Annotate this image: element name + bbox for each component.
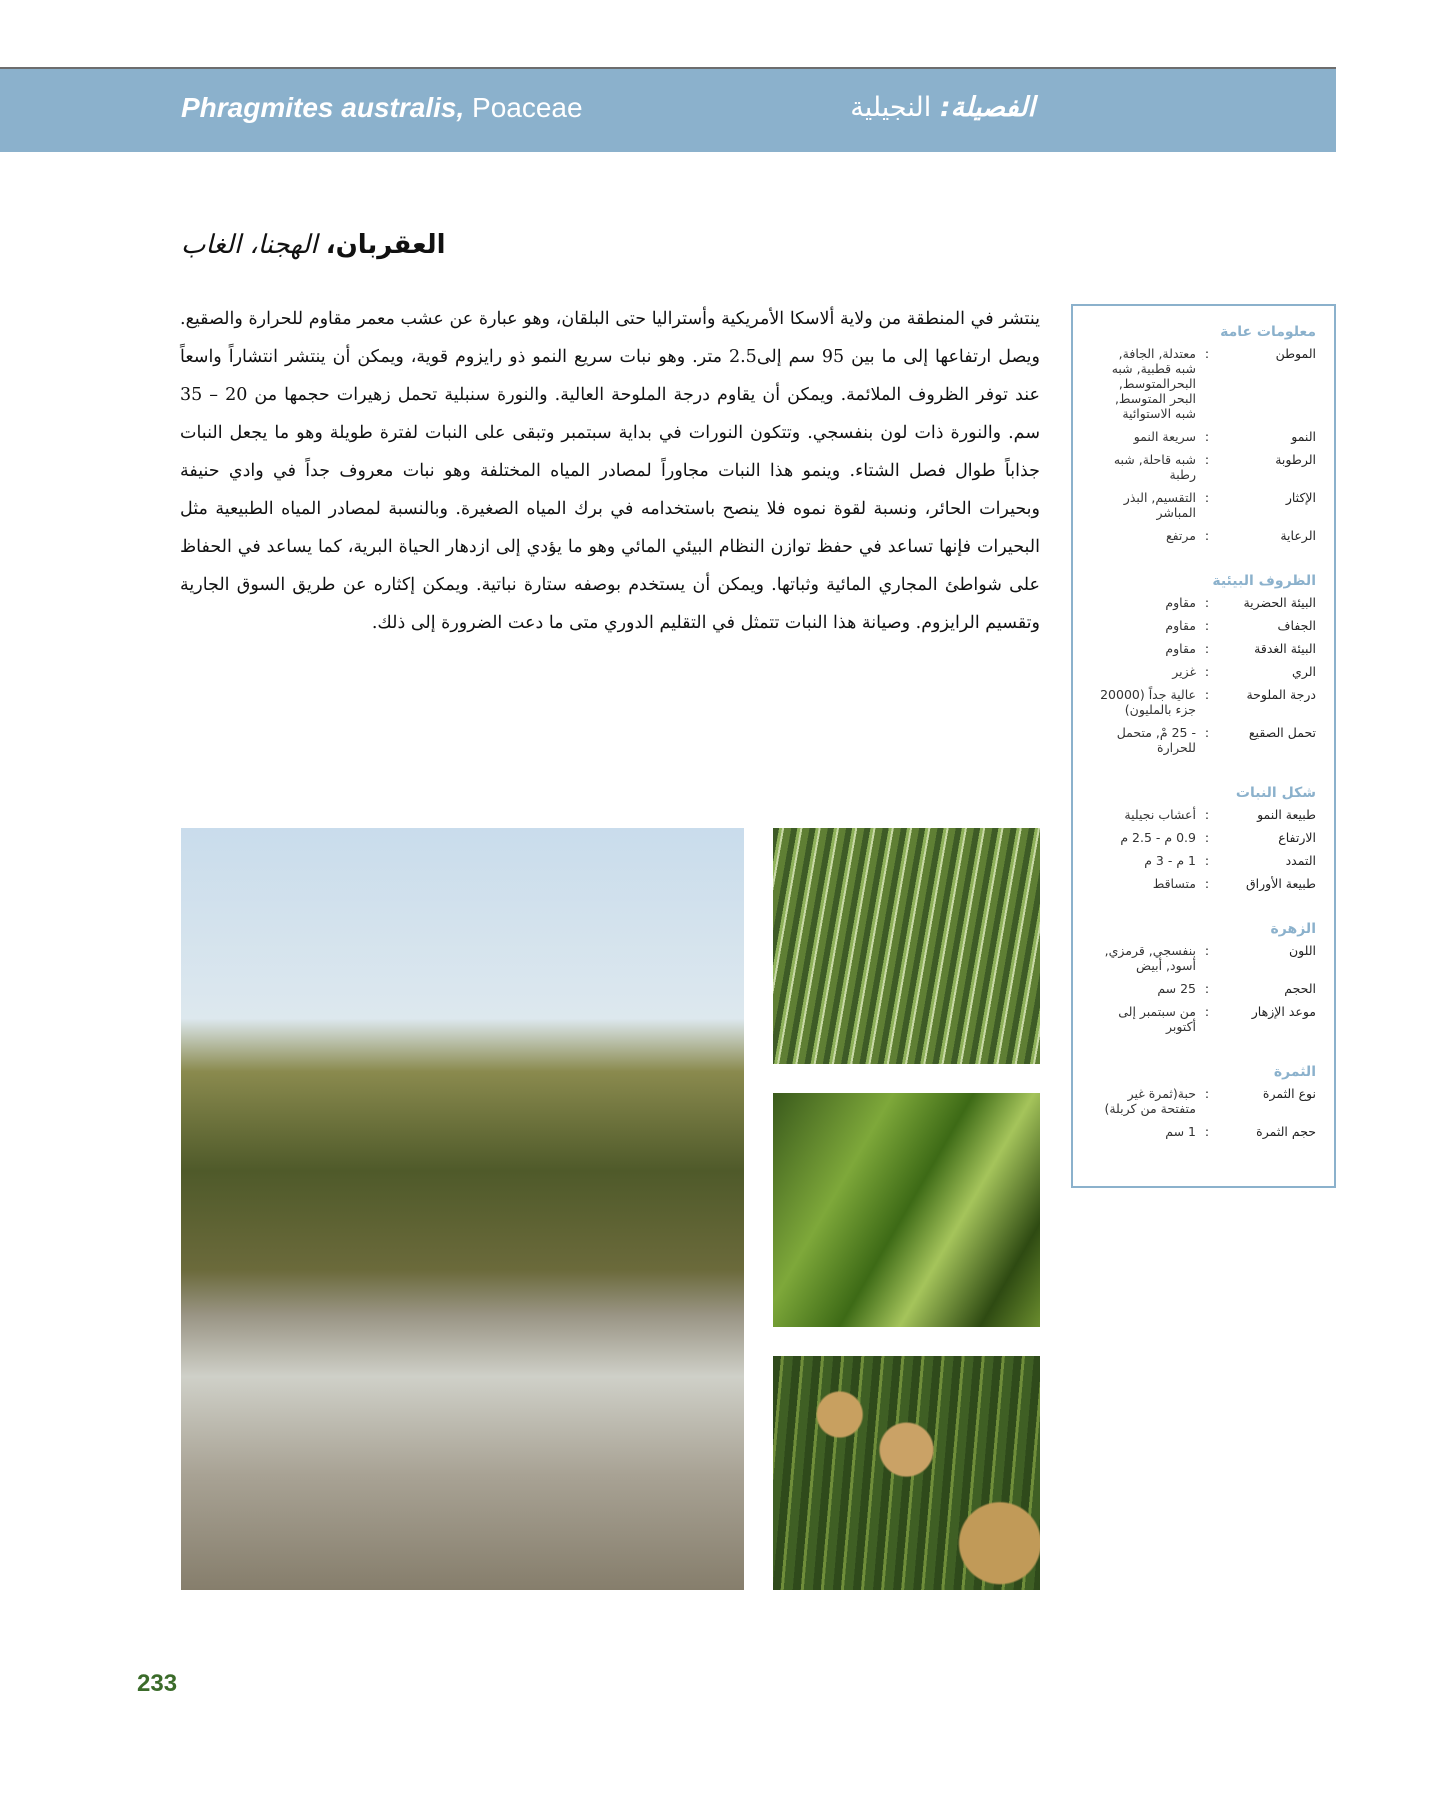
plant-info-sidebar [1071,304,1336,1188]
info-label: الإكثار [1285,490,1316,505]
info-separator: : [1204,618,1210,633]
info-row [1087,346,1316,421]
info-value: من سبتمبر إلى أكتوبر [1118,1004,1196,1034]
info-label: النمو [1291,429,1316,444]
info-row [1087,595,1316,610]
info-separator: : [1204,830,1210,845]
info-row [1087,452,1316,482]
info-value: غزير [1172,664,1196,679]
description-text: ينتشر في المنطقة من ولاية ألاسكا الأمريكية وأستراليا حتى البلقان، وهو عبارة عن عشب معمر مقاوم للحرارة والصقيع. ويصل ارتفاعها إلى ما بين 95 سم إلى2.5 متر. وهو نبات سريع النمو ذو رايزوم قوية، ويمكن أن ينتشر انتشاراً واسعاً عند توفر الظروف الملائمة. ويمكن أن يقاوم درجة الملوحة العالية. والنورة سنبلية تحمل زهيرات حجمها من 20 – 35 سم. والنورة ذات لون بنفسجي. وتتكون النورات في بداية سبتمبر وتبقى على النبات لفترة طويلة وهو ما يجعل النبات جذاباً طوال فصل الشتاء. وينمو هذا النبات مجاوراً لمصادر المياه المختلفة وهو نبات معروف جداً في وادي حنيفة وبحيرات الحائر، ونسبة لقوة نموه فلا ينصح باستخدامه في برك المياه الصغيرة. وبالنسبة لمصادر المياه الطبيعية مثل البحيرات فإنها تساعد في حفظ توازن النظام البيئي المائي وهو ما يؤدي إلى ازدهار الحياة البرية، كما يساعد في الحفاظ على شواطئ المجاري المائية وثباتها. ويمكن أن يستخدم بوصفه ستارة نباتية. ويمكن إكثاره عن طريق السوق الجارية وتقسيم الرايزوم. وصيانة هذا النبات تتمثل في التقليم الدوري متى ما دعت الضرورة إلى ذلك. [180,309,1040,633]
scientific-name [181,92,583,124]
info-value: مقاوم [1165,641,1196,656]
info-label: البيئة الحضرية [1243,595,1316,610]
info-label: طبيعة النمو [1257,807,1316,822]
info-label: الموطن [1275,346,1316,361]
info-row [1087,830,1316,845]
reed-flowers-photo [773,1356,1040,1590]
info-value: مقاوم [1165,618,1196,633]
info-separator: : [1204,595,1210,610]
info-separator: : [1204,346,1210,361]
sidebar-section-title: الظروف البيئية [1212,573,1316,589]
info-label: حجم الثمرة [1256,1124,1316,1139]
info-value: أعشاب نجيلية [1124,807,1196,822]
info-separator: : [1204,876,1210,891]
reed-stems-photo [773,828,1040,1064]
info-label: الرعاية [1280,528,1316,543]
info-separator: : [1204,725,1210,740]
info-separator: : [1204,687,1210,702]
info-value: بنفسجي, قرمزي, أسود, أبيض [1104,943,1196,973]
family-label: الفصيلة: [939,92,1035,123]
info-separator: : [1204,429,1210,444]
info-row [1087,1124,1316,1139]
family-latin: Poaceae [472,92,583,123]
info-value: حبة(ثمرة غير متفتحة من كربلة) [1104,1086,1196,1116]
info-value: التقسيم, البذر المباشر [1123,490,1196,520]
info-separator: : [1204,664,1210,679]
info-row [1087,687,1316,717]
family-name: النجيلية [850,92,932,123]
info-row [1087,528,1316,543]
info-row [1087,641,1316,656]
info-value: 25 سم [1157,981,1196,996]
info-row [1087,429,1316,444]
info-row [1087,725,1316,755]
info-label: البيئة الغدقة [1254,641,1316,656]
reed-leaves-photo [773,1093,1040,1327]
info-row [1087,853,1316,868]
info-value: معتدلة, الجافة, شبه قطبية, شبه البحرالمتوسط, البحر المتوسط, شبه الاستوائية [1111,346,1196,421]
sidebar-section-title: الثمرة [1273,1064,1316,1080]
info-label: الري [1292,664,1316,679]
info-separator: : [1204,1086,1210,1101]
info-label: تحمل الصقيع [1248,725,1316,740]
info-separator: : [1204,853,1210,868]
info-separator: : [1204,981,1210,996]
sidebar-section-title: شكل النبات [1235,785,1316,801]
sidebar-section-title: الزهرة [1270,921,1316,937]
info-value: - 25 مْ, متحمل للحرارة [1116,725,1196,755]
family-arabic [820,92,1035,123]
info-row [1087,618,1316,633]
info-label: طبيعة الأوراق [1245,876,1316,891]
info-row [1087,490,1316,520]
info-label: الجفاف [1277,618,1316,633]
info-label: التمدد [1285,853,1316,868]
info-label: درجة الملوحة [1246,687,1316,702]
info-value: متساقط [1152,876,1196,891]
info-separator: : [1204,807,1210,822]
info-row [1087,1086,1316,1116]
common-names-other: الهجنا، الغاب [181,230,318,260]
info-value: عالية جداً (20000 جزء بالمليون) [1100,687,1196,717]
info-separator: : [1204,1124,1210,1139]
info-row [1087,664,1316,679]
info-row [1087,876,1316,891]
info-value: شبه قاحلة, شبه رطبة [1113,452,1196,482]
info-label: اللون [1288,943,1316,958]
info-value: 1 سم [1165,1124,1196,1139]
info-label: نوع الثمرة [1262,1086,1316,1101]
info-value: مرتفع [1165,528,1196,543]
page-number: 233 [137,1670,178,1697]
info-label: الرطوبة [1275,452,1316,467]
info-value: مقاوم [1165,595,1196,610]
info-label: موعد الإزهار [1251,1004,1316,1019]
info-separator: : [1204,452,1210,467]
info-value: 0.9 م - 2.5 م [1120,830,1196,845]
species-name: Phragmites australis, [181,92,465,123]
info-separator: : [1204,1004,1210,1019]
info-separator: : [1204,490,1210,505]
info-value: 1 م - 3 م [1144,853,1196,868]
info-row [1087,1004,1316,1034]
info-row [1087,943,1316,973]
info-separator: : [1204,528,1210,543]
info-row [1087,807,1316,822]
sidebar-section-title: معلومات عامة [1220,324,1316,340]
info-separator: : [1204,641,1210,656]
info-label: الارتفاع [1278,830,1316,845]
common-name-primary: العقربان، [325,230,446,260]
info-row [1087,981,1316,996]
info-value: سريعة النمو [1133,429,1196,444]
common-names [181,230,446,260]
river-reed-photo [181,828,744,1590]
info-separator: : [1204,943,1210,958]
info-label: الحجم [1284,981,1316,996]
